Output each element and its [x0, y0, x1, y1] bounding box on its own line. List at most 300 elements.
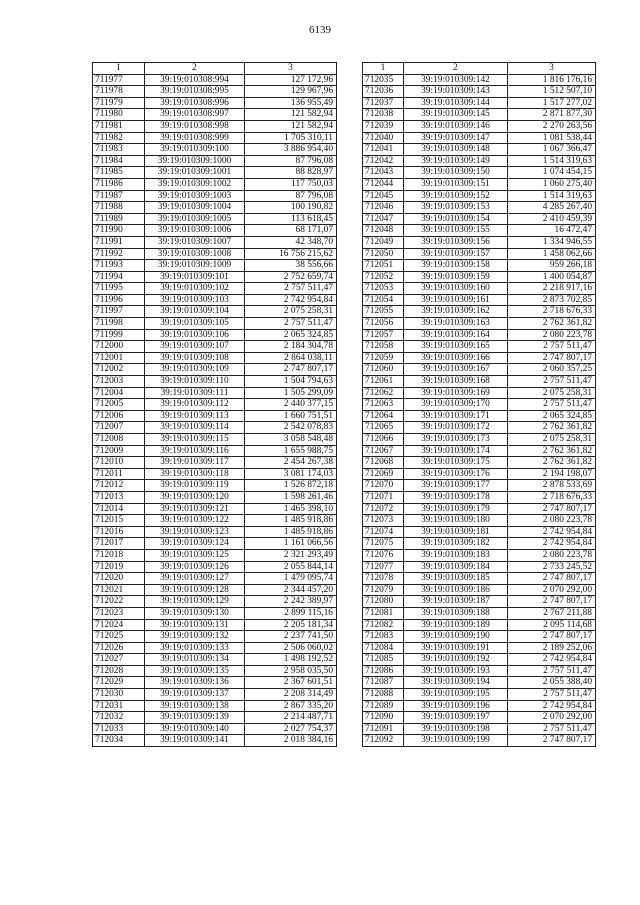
value-cell: 129 967,96: [245, 86, 337, 98]
table-row: [363, 410, 596, 422]
cadastral-number-cell: 39:19:010309:111: [145, 387, 245, 399]
value-cell: 1 485 918,86: [245, 526, 337, 538]
value-cell: 1 060 275,40: [508, 178, 596, 190]
cadastral-number-cell: 39:19:010309:104: [145, 306, 245, 318]
table-row: [363, 457, 596, 469]
value-cell: 2 410 459,39: [508, 213, 596, 225]
value-cell: 2 742 954,84: [508, 654, 596, 666]
value-cell: 121 582,94: [245, 120, 337, 132]
table-row: [93, 202, 337, 214]
row-number-cell: 712074: [363, 526, 404, 538]
value-cell: 1 081 538,44: [508, 132, 596, 144]
value-cell: 68 171,07: [245, 225, 337, 237]
value-cell: 38 556,66: [245, 260, 337, 272]
table-row: [93, 422, 337, 434]
cadastral-number-cell: 39:19:010309:159: [404, 271, 508, 283]
table-row: [363, 225, 596, 237]
value-cell: 2 095 114,68: [508, 619, 596, 631]
cadastral-number-cell: 39:19:010309:169: [404, 387, 508, 399]
value-cell: 1 504 794,63: [245, 376, 337, 388]
cadastral-number-cell: 39:19:010309:163: [404, 318, 508, 330]
cadastral-number-cell: 39:19:010309:102: [145, 283, 245, 295]
row-number-cell: 712042: [363, 155, 404, 167]
row-number-cell: 712024: [93, 619, 145, 631]
table-row: [93, 561, 337, 573]
cadastral-number-cell: 39:19:010309:152: [404, 190, 508, 202]
row-number-cell: 712071: [363, 491, 404, 503]
table-row: [363, 677, 596, 689]
table-row: [93, 491, 337, 503]
row-number-cell: 712062: [363, 387, 404, 399]
value-cell: 1 514 319,63: [508, 155, 596, 167]
value-cell: 2 189 252,06: [508, 642, 596, 654]
cadastral-number-cell: 39:19:010309:100: [145, 144, 245, 156]
value-cell: 1 505 299,09: [245, 387, 337, 399]
value-cell: 2 506 060,02: [245, 642, 337, 654]
value-cell: 1 465 398,10: [245, 503, 337, 515]
cadastral-number-cell: 39:19:010309:139: [145, 712, 245, 724]
value-cell: 1 514 319,63: [508, 190, 596, 202]
cadastral-number-cell: 39:19:010308:999: [145, 132, 245, 144]
table-row: [363, 329, 596, 341]
cadastral-number-cell: 39:19:010309:151: [404, 178, 508, 190]
row-number-cell: 712052: [363, 271, 404, 283]
table-row: [93, 677, 337, 689]
table-row: [363, 503, 596, 515]
table-row: [363, 642, 596, 654]
value-cell: 2 757 511,47: [508, 665, 596, 677]
column-header-3: 3: [245, 63, 337, 75]
table-row: [93, 155, 337, 167]
table-row: [363, 619, 596, 631]
cadastral-number-cell: 39:19:010309:127: [145, 573, 245, 585]
value-cell: 2 075 258,31: [245, 306, 337, 318]
table-row: [93, 631, 337, 643]
row-number-cell: 712079: [363, 584, 404, 596]
table-row: [93, 526, 337, 538]
value-cell: 2 757 511,47: [508, 399, 596, 411]
value-cell: 2 757 511,47: [508, 376, 596, 388]
table-row: [363, 515, 596, 527]
value-cell: 2 070 292,00: [508, 584, 596, 596]
row-number-cell: 711996: [93, 294, 145, 306]
row-number-cell: 712018: [93, 549, 145, 561]
cadastral-number-cell: 39:19:010309:199: [404, 735, 508, 747]
column-header-1: 1: [363, 63, 404, 75]
value-cell: 2 757 511,47: [245, 283, 337, 295]
cadastral-number-cell: 39:19:010309:197: [404, 712, 508, 724]
table-row: [363, 549, 596, 561]
cadastral-number-cell: 39:19:010309:179: [404, 503, 508, 515]
value-cell: 1 479 095,74: [245, 573, 337, 585]
row-number-cell: 712082: [363, 619, 404, 631]
row-number-cell: 712034: [93, 735, 145, 747]
row-number-cell: 712056: [363, 318, 404, 330]
table-row: [363, 573, 596, 585]
value-cell: 2 080 223,78: [508, 549, 596, 561]
row-number-cell: 712064: [363, 410, 404, 422]
table-row: [93, 329, 337, 341]
value-cell: 2 018 384,16: [245, 735, 337, 747]
cadastral-number-cell: 39:19:010309:193: [404, 665, 508, 677]
value-cell: 2 747 807,17: [245, 364, 337, 376]
row-number-cell: 712027: [93, 654, 145, 666]
table-row: [363, 607, 596, 619]
cadastral-number-cell: 39:19:010309:190: [404, 631, 508, 643]
value-cell: 2 878 533,69: [508, 480, 596, 492]
row-number-cell: 711995: [93, 283, 145, 295]
value-cell: 2 762 361,82: [508, 422, 596, 434]
row-number-cell: 711979: [93, 97, 145, 109]
value-cell: 2 080 223,78: [508, 515, 596, 527]
column-header-1: 1: [93, 63, 145, 75]
value-cell: 2 080 223,78: [508, 329, 596, 341]
value-cell: 2 742 954,84: [245, 294, 337, 306]
cadastral-number-cell: 39:19:010309:184: [404, 561, 508, 573]
value-cell: 4 285 267,40: [508, 202, 596, 214]
value-cell: 2 205 181,34: [245, 619, 337, 631]
table-row: [363, 631, 596, 643]
row-number-cell: 712041: [363, 144, 404, 156]
table-row: [93, 167, 337, 179]
cadastral-number-cell: 39:19:010309:168: [404, 376, 508, 388]
table-row: [363, 584, 596, 596]
table-row: [93, 260, 337, 272]
table-row: [363, 735, 596, 747]
value-cell: 2 184 304,78: [245, 341, 337, 353]
value-cell: 2 747 807,17: [508, 596, 596, 608]
value-cell: 2 208 314,49: [245, 689, 337, 701]
cadastral-number-cell: 39:19:010309:110: [145, 376, 245, 388]
value-cell: 1 400 054,87: [508, 271, 596, 283]
value-cell: 2 757 511,47: [508, 689, 596, 701]
cadastral-number-cell: 39:19:010309:154: [404, 213, 508, 225]
cadastral-number-cell: 39:19:010309:187: [404, 596, 508, 608]
row-number-cell: 711989: [93, 213, 145, 225]
cadastral-number-cell: 39:19:010309:129: [145, 596, 245, 608]
cadastral-number-cell: 39:19:010309:108: [145, 352, 245, 364]
row-number-cell: 712046: [363, 202, 404, 214]
table-row: [93, 144, 337, 156]
row-number-cell: 711987: [93, 190, 145, 202]
value-cell: 127 172,96: [245, 74, 337, 86]
value-cell: 2 718 676,33: [508, 306, 596, 318]
row-number-cell: 712088: [363, 689, 404, 701]
table-row: [363, 109, 596, 121]
table-row: [363, 654, 596, 666]
value-cell: 2 747 807,17: [508, 735, 596, 747]
row-number-cell: 712010: [93, 457, 145, 469]
value-cell: 1 655 988,75: [245, 445, 337, 457]
row-number-cell: 711993: [93, 260, 145, 272]
value-cell: 42 348,70: [245, 236, 337, 248]
cadastral-number-cell: 39:19:010309:1008: [145, 248, 245, 260]
value-cell: 2 718 676,33: [508, 491, 596, 503]
row-number-cell: 712044: [363, 178, 404, 190]
row-number-cell: 712011: [93, 468, 145, 480]
value-cell: 2 065 324,85: [245, 329, 337, 341]
value-cell: 1 660 751,51: [245, 410, 337, 422]
table-row: [93, 120, 337, 132]
table-row: [363, 248, 596, 260]
page-number: 6139: [309, 24, 331, 36]
row-number-cell: 712002: [93, 364, 145, 376]
row-number-cell: 712065: [363, 422, 404, 434]
table-row: [93, 213, 337, 225]
row-number-cell: 712061: [363, 376, 404, 388]
cadastral-number-cell: 39:19:010309:170: [404, 399, 508, 411]
table-row: [93, 584, 337, 596]
table-row: [93, 376, 337, 388]
row-number-cell: 712073: [363, 515, 404, 527]
value-cell: 2 270 263,56: [508, 120, 596, 132]
row-number-cell: 712029: [93, 677, 145, 689]
value-cell: 1 067 366,47: [508, 144, 596, 156]
cadastral-number-cell: 39:19:010309:1001: [145, 167, 245, 179]
row-number-cell: 712075: [363, 538, 404, 550]
row-number-cell: 712047: [363, 213, 404, 225]
row-number-cell: 712037: [363, 97, 404, 109]
table-row: [93, 538, 337, 550]
row-number-cell: 712050: [363, 248, 404, 260]
value-cell: 3 081 174,03: [245, 468, 337, 480]
row-number-cell: 712069: [363, 468, 404, 480]
table-row: [363, 97, 596, 109]
table-row: [93, 86, 337, 98]
table-row: [93, 132, 337, 144]
table-row: [93, 236, 337, 248]
cadastral-number-cell: 39:19:010309:172: [404, 422, 508, 434]
row-number-cell: 712072: [363, 503, 404, 515]
table-row: [363, 213, 596, 225]
row-number-cell: 711980: [93, 109, 145, 121]
table-row: [363, 468, 596, 480]
cadastral-number-cell: 39:19:010309:192: [404, 654, 508, 666]
value-cell: 2 733 245,52: [508, 561, 596, 573]
value-cell: 2 065 324,85: [508, 410, 596, 422]
cadastral-number-cell: 39:19:010309:188: [404, 607, 508, 619]
row-number-cell: 712066: [363, 434, 404, 446]
row-number-cell: 712016: [93, 526, 145, 538]
cadastral-number-cell: 39:19:010309:109: [145, 364, 245, 376]
row-number-cell: 712045: [363, 190, 404, 202]
value-cell: 2 747 807,17: [508, 352, 596, 364]
cadastral-number-cell: 39:19:010309:185: [404, 573, 508, 585]
right-table: [362, 62, 596, 747]
value-cell: 2 873 702,85: [508, 294, 596, 306]
value-cell: 1 816 176,16: [508, 74, 596, 86]
table-row: [93, 74, 337, 86]
value-cell: 1 161 066,56: [245, 538, 337, 550]
table-row: [93, 109, 337, 121]
table-row: [93, 410, 337, 422]
row-number-cell: 712031: [93, 700, 145, 712]
row-number-cell: 711998: [93, 318, 145, 330]
cadastral-number-cell: 39:19:010309:157: [404, 248, 508, 260]
cadastral-number-cell: 39:19:010309:125: [145, 549, 245, 561]
row-number-cell: 712060: [363, 364, 404, 376]
table-row: [363, 144, 596, 156]
value-cell: 2 454 267,38: [245, 457, 337, 469]
table-row: [363, 341, 596, 353]
cadastral-number-cell: 39:19:010309:123: [145, 526, 245, 538]
table-row: [363, 318, 596, 330]
row-number-cell: 712022: [93, 596, 145, 608]
table-row: [93, 723, 337, 735]
value-cell: 1 485 918,86: [245, 515, 337, 527]
table-row: [93, 457, 337, 469]
row-number-cell: 712048: [363, 225, 404, 237]
cadastral-number-cell: 39:19:010309:124: [145, 538, 245, 550]
value-cell: 136 955,49: [245, 97, 337, 109]
table-row: [93, 306, 337, 318]
value-cell: 2 194 198,07: [508, 468, 596, 480]
cadastral-number-cell: 39:19:010309:161: [404, 294, 508, 306]
value-cell: 100 190,82: [245, 202, 337, 214]
row-number-cell: 711990: [93, 225, 145, 237]
cadastral-number-cell: 39:19:010309:138: [145, 700, 245, 712]
cadastral-number-cell: 39:19:010309:194: [404, 677, 508, 689]
table-row: [363, 700, 596, 712]
value-cell: 1 458 062,66: [508, 248, 596, 260]
value-cell: 2 747 807,17: [508, 503, 596, 515]
row-number-cell: 712001: [93, 352, 145, 364]
cadastral-number-cell: 39:19:010309:147: [404, 132, 508, 144]
cadastral-number-cell: 39:19:010309:119: [145, 480, 245, 492]
table-row: [93, 503, 337, 515]
cadastral-number-cell: 39:19:010309:103: [145, 294, 245, 306]
value-cell: 16 472,47: [508, 225, 596, 237]
cadastral-number-cell: 39:19:010309:182: [404, 538, 508, 550]
value-cell: 2 747 807,17: [508, 631, 596, 643]
right-table-header-row: [363, 63, 596, 75]
cadastral-number-cell: 39:19:010309:1007: [145, 236, 245, 248]
cadastral-number-cell: 39:19:010309:121: [145, 503, 245, 515]
cadastral-number-cell: 39:19:010309:118: [145, 468, 245, 480]
row-number-cell: 712015: [93, 515, 145, 527]
table-row: [363, 306, 596, 318]
row-number-cell: 712054: [363, 294, 404, 306]
row-number-cell: 712005: [93, 399, 145, 411]
row-number-cell: 712090: [363, 712, 404, 724]
cadastral-number-cell: 39:19:010309:132: [145, 631, 245, 643]
table-row: [93, 654, 337, 666]
table-row: [363, 236, 596, 248]
cadastral-number-cell: 39:19:010309:1004: [145, 202, 245, 214]
row-number-cell: 712021: [93, 584, 145, 596]
row-number-cell: 712030: [93, 689, 145, 701]
table-row: [363, 190, 596, 202]
row-number-cell: 711994: [93, 271, 145, 283]
cadastral-number-cell: 39:19:010309:1002: [145, 178, 245, 190]
table-row: [93, 341, 337, 353]
table-row: [363, 155, 596, 167]
row-number-cell: 712040: [363, 132, 404, 144]
left-table-body: [93, 63, 337, 747]
row-number-cell: 712091: [363, 723, 404, 735]
table-row: [363, 260, 596, 272]
value-cell: 2 055 844,14: [245, 561, 337, 573]
table-row: [93, 549, 337, 561]
cadastral-number-cell: 39:19:010309:166: [404, 352, 508, 364]
row-number-cell: 712028: [93, 665, 145, 677]
row-number-cell: 712089: [363, 700, 404, 712]
value-cell: 2 864 038,11: [245, 352, 337, 364]
cadastral-number-cell: 39:19:010309:183: [404, 549, 508, 561]
table-row: [93, 642, 337, 654]
cadastral-number-cell: 39:19:010309:155: [404, 225, 508, 237]
cadastral-number-cell: 39:19:010309:146: [404, 120, 508, 132]
value-cell: 2 899 115,16: [245, 607, 337, 619]
cadastral-number-cell: 39:19:010309:148: [404, 144, 508, 156]
row-number-cell: 712051: [363, 260, 404, 272]
value-cell: 2 070 292,00: [508, 712, 596, 724]
cadastral-number-cell: 39:19:010309:133: [145, 642, 245, 654]
left-table-header-row: [93, 63, 337, 75]
cadastral-number-cell: 39:19:010309:174: [404, 445, 508, 457]
cadastral-number-cell: 39:19:010309:135: [145, 665, 245, 677]
row-number-cell: 712012: [93, 480, 145, 492]
table-row: [93, 619, 337, 631]
row-number-cell: 712084: [363, 642, 404, 654]
row-number-cell: 712036: [363, 86, 404, 98]
cadastral-number-cell: 39:19:010309:189: [404, 619, 508, 631]
cadastral-number-cell: 39:19:010309:175: [404, 457, 508, 469]
column-header-3: 3: [508, 63, 596, 75]
row-number-cell: 711997: [93, 306, 145, 318]
value-cell: 1 598 261,46: [245, 491, 337, 503]
row-number-cell: 711977: [93, 74, 145, 86]
cadastral-number-cell: 39:19:010308:994: [145, 74, 245, 86]
table-row: [93, 399, 337, 411]
cadastral-number-cell: 39:19:010309:1009: [145, 260, 245, 272]
value-cell: 2 321 293,49: [245, 549, 337, 561]
cadastral-number-cell: 39:19:010309:105: [145, 318, 245, 330]
row-number-cell: 712081: [363, 607, 404, 619]
table-row: [93, 515, 337, 527]
row-number-cell: 712013: [93, 491, 145, 503]
table-row: [93, 735, 337, 747]
cadastral-number-cell: 39:19:010309:101: [145, 271, 245, 283]
table-row: [363, 538, 596, 550]
cadastral-number-cell: 39:19:010309:106: [145, 329, 245, 341]
row-number-cell: 711983: [93, 144, 145, 156]
value-cell: 2 762 361,82: [508, 318, 596, 330]
value-cell: 2 075 258,31: [508, 387, 596, 399]
cadastral-number-cell: 39:19:010309:140: [145, 723, 245, 735]
cadastral-number-cell: 39:19:010309:1005: [145, 213, 245, 225]
table-row: [363, 526, 596, 538]
value-cell: 2 367 601,51: [245, 677, 337, 689]
value-cell: 2 742 954,84: [508, 700, 596, 712]
cadastral-number-cell: 39:19:010309:116: [145, 445, 245, 457]
table-row: [93, 97, 337, 109]
table-row: [93, 387, 337, 399]
left-table: [92, 62, 337, 747]
table-row: [93, 225, 337, 237]
table-row: [363, 132, 596, 144]
value-cell: 3 058 548,48: [245, 434, 337, 446]
cadastral-number-cell: 39:19:010309:112: [145, 399, 245, 411]
table-row: [93, 607, 337, 619]
row-number-cell: 711982: [93, 132, 145, 144]
row-number-cell: 712006: [93, 410, 145, 422]
cadastral-number-cell: 39:19:010309:137: [145, 689, 245, 701]
table-row: [93, 573, 337, 585]
value-cell: 1 526 872,18: [245, 480, 337, 492]
row-number-cell: 712033: [93, 723, 145, 735]
row-number-cell: 712087: [363, 677, 404, 689]
